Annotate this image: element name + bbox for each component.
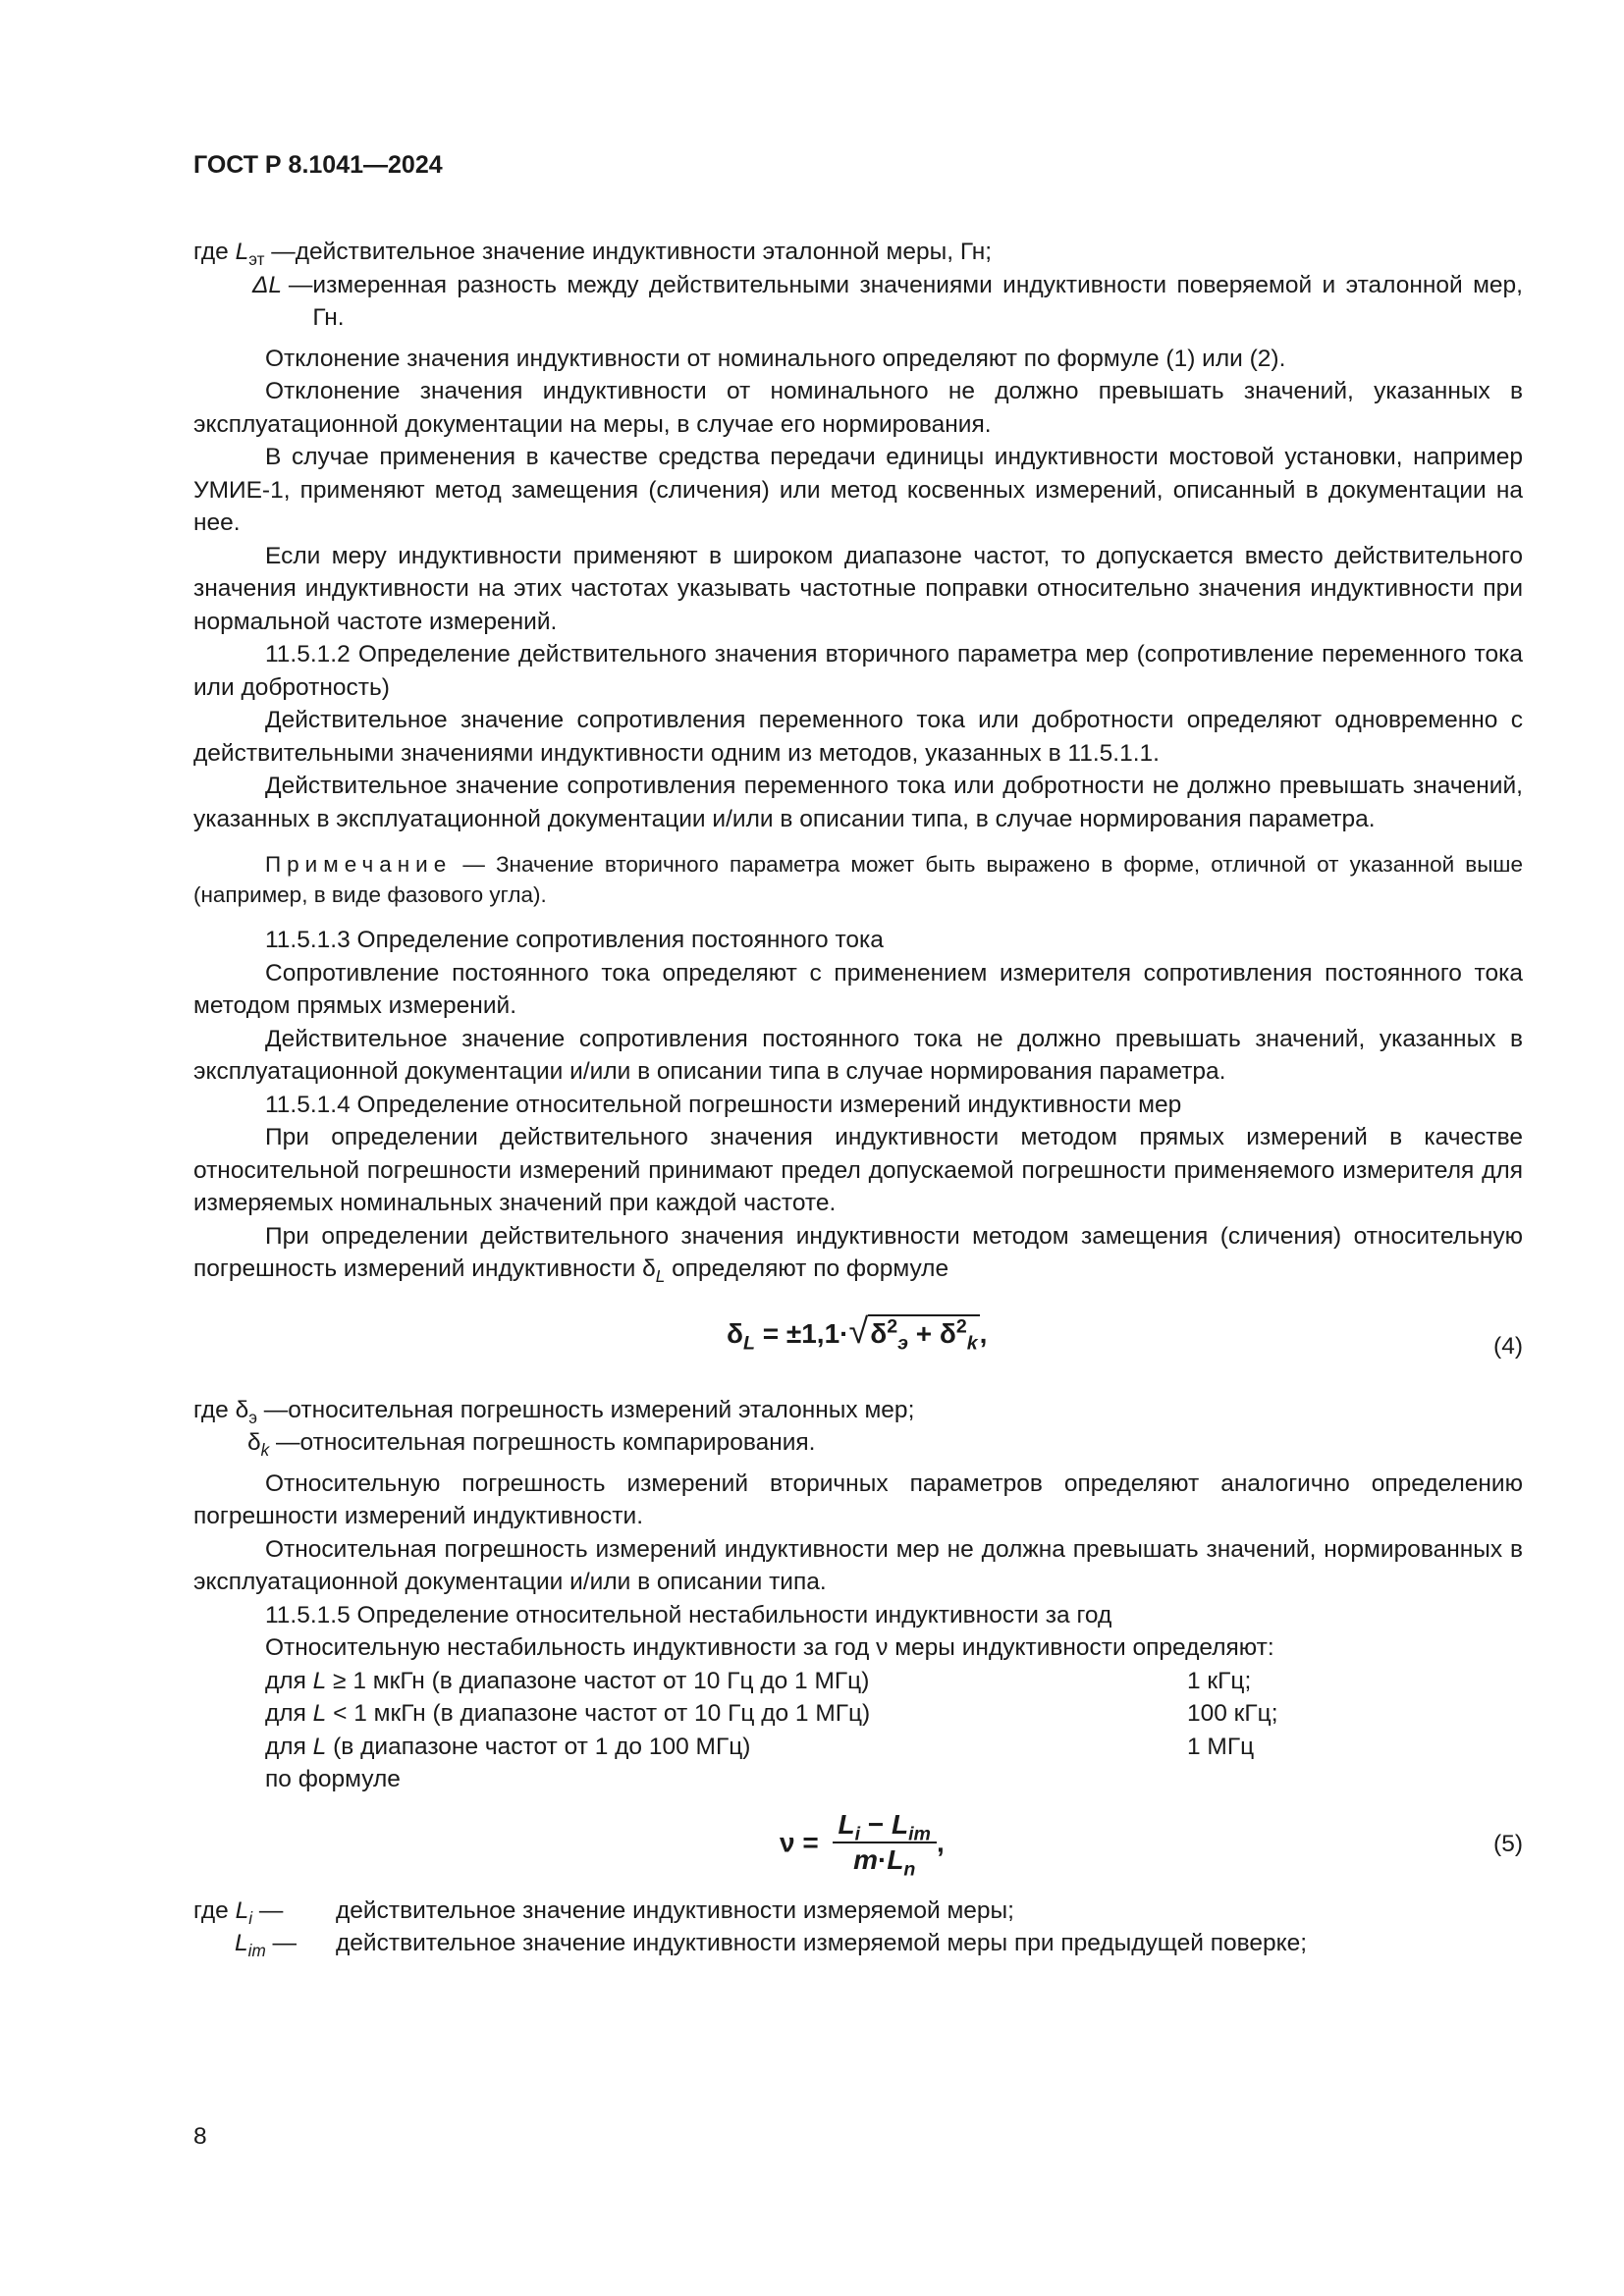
var-sub: L xyxy=(655,1265,666,1286)
where-row-delta-e xyxy=(193,1394,1523,1427)
f4-lhs-sub: L xyxy=(742,1332,755,1355)
document-body xyxy=(193,236,1523,1960)
formula-5 xyxy=(193,1796,1523,1895)
where-definition: действительное значение индуктивности эталонной меры, Гн; xyxy=(295,239,993,265)
paragraph: Относительная погрешность измерений индуктивности мер не должна превышать значений, нормированных в эксплуатационной документации и/или в описании типа. xyxy=(193,1535,1523,1595)
var-l: L xyxy=(312,1667,327,1694)
var-l: L xyxy=(235,1930,248,1956)
f5-den-b: L xyxy=(887,1843,904,1875)
dash: — xyxy=(264,239,296,265)
by-formula-text: по формуле xyxy=(265,1766,401,1792)
dash: — xyxy=(265,1930,298,1956)
paragraph: Действительное значение сопротивления переменного тока или добротности определяют одновременно с действительными значениями индуктивности одним из методов, указанных в 11.5.1.1. xyxy=(193,707,1523,767)
paragraph: Относительную погрешность измерений вторичных параметров определяют аналогично определению погрешности измерений индуктивности. xyxy=(193,1469,1523,1529)
note xyxy=(193,849,1523,910)
text: При определении действительного значения индуктивности методом замещения (сличения) относительную погрешность измерений индуктивности xyxy=(193,1222,1523,1282)
f5-lhs: ν xyxy=(780,1826,795,1857)
where-prefix: где xyxy=(193,1896,236,1924)
where-row-delta-k xyxy=(193,1426,1523,1460)
paragraph: Сопротивление постоянного тока определяют с применением измерителя сопротивления постоянного тока методом прямых измерений. xyxy=(193,959,1523,1019)
text: для xyxy=(265,1667,313,1694)
condition-row xyxy=(193,1731,1523,1764)
by-formula-row xyxy=(193,1763,1523,1796)
var-delta: δ xyxy=(247,1429,261,1456)
f5-num-b-sub: im xyxy=(908,1823,931,1845)
paragraph: Действительное значение сопротивления постоянного тока не должно превышать значений, указанных в эксплуатационной документации и/или в описании типа в случае нормирования параметра. xyxy=(193,1025,1523,1085)
var-l: L xyxy=(312,1733,327,1760)
where-definition: действительное значение индуктивности измеряемой меры; xyxy=(336,1896,1014,1924)
f4-tail: , xyxy=(979,1317,988,1349)
f5-den-a: m xyxy=(853,1843,878,1875)
condition-frequency: 1 МГц xyxy=(1187,1733,1255,1760)
f4-t2-sup: 2 xyxy=(955,1315,967,1338)
formula-4-expression xyxy=(727,1311,987,1354)
text: (в диапазоне частот от 1 до 100 МГц) xyxy=(326,1733,751,1760)
var-l: L xyxy=(312,1700,327,1727)
f5-num-a-sub: i xyxy=(854,1823,861,1845)
where-term xyxy=(193,269,312,302)
note-label: Примечание xyxy=(265,852,453,877)
f4-plus: + xyxy=(907,1317,940,1349)
f4-radicand xyxy=(868,1314,979,1355)
f4-t2-sub: k xyxy=(966,1332,978,1355)
f5-den-b-sub: n xyxy=(903,1858,916,1881)
where-prefix: где xyxy=(193,1396,236,1423)
text: определяют по формуле xyxy=(665,1255,949,1282)
where-prefix: где xyxy=(193,239,236,265)
where-row-li xyxy=(193,1895,1523,1928)
f4-lhs: δ xyxy=(727,1317,743,1349)
where-row-l-et xyxy=(193,236,1523,269)
f5-tail: , xyxy=(936,1826,945,1857)
text: для xyxy=(265,1700,313,1727)
var-delta: δ xyxy=(235,1396,249,1423)
dash: — xyxy=(256,1396,289,1423)
equation-number: (5) xyxy=(1493,1830,1523,1857)
var-sub: эт xyxy=(248,248,265,269)
note-text: — Значение вторичного параметра может быть выражено в форме, отличной от указанной выше (например, в виде фазового угла). xyxy=(193,852,1523,907)
sqrt-icon: √ xyxy=(848,1309,869,1351)
f5-num-a: L xyxy=(838,1808,855,1840)
var-delta-l: ΔL xyxy=(252,271,283,298)
where-definition: действительное значение индуктивности измеряемой меры при предыдущей поверке; xyxy=(336,1930,1308,1956)
page-number: 8 xyxy=(193,2123,207,2150)
text: < 1 мкГн (в диапазоне частот от 10 Гц до 1 МГц) xyxy=(326,1700,871,1727)
where-term xyxy=(193,1895,336,1928)
dash: — xyxy=(252,1896,284,1924)
where-row-delta-l xyxy=(193,269,1523,335)
section-heading: 11.5.1.3 Определение сопротивления постоянного тока xyxy=(265,927,884,953)
where-term xyxy=(193,1927,336,1960)
condition-text xyxy=(265,1731,750,1764)
var-sub: k xyxy=(260,1439,270,1460)
f5-dot: · xyxy=(877,1843,888,1875)
condition-text xyxy=(265,1697,870,1731)
where-definition: относительная погрешность компарирования. xyxy=(299,1429,816,1456)
var-sub: im xyxy=(247,1940,266,1960)
where-term xyxy=(193,1426,300,1460)
section-heading: 11.5.1.2 Определение действительного значения вторичного параметра мер (сопротивление переменного тока или добротность) xyxy=(193,641,1523,701)
formula-5-expression xyxy=(780,1808,945,1881)
f4-t1-sub: э xyxy=(897,1332,908,1355)
f5-fraction xyxy=(833,1808,937,1881)
var-l: L xyxy=(235,1896,249,1924)
f5-num-b: L xyxy=(891,1808,909,1840)
where-term xyxy=(193,1394,288,1427)
var-l: L xyxy=(235,239,249,265)
dash: — xyxy=(269,1429,300,1456)
f4-t1-sup: 2 xyxy=(887,1315,898,1338)
var-delta: δ xyxy=(642,1255,656,1282)
f5-minus: − xyxy=(860,1808,892,1840)
f5-numerator xyxy=(833,1810,937,1843)
paragraph: Действительное значение сопротивления переменного тока или добротности не должно превышать значений, указанных в эксплуатационной документации и/или в описании типа, в случае нормирования параметра. xyxy=(193,773,1523,832)
equation-number: (4) xyxy=(1493,1332,1523,1360)
var-sub: i xyxy=(248,1907,253,1928)
condition-text xyxy=(265,1665,869,1698)
formula-4 xyxy=(193,1286,1523,1394)
text: ≥ 1 мкГн (в диапазоне частот от 10 Гц до 1 МГц) xyxy=(326,1667,870,1694)
f5-denominator xyxy=(853,1843,916,1881)
f4-t2: δ xyxy=(939,1317,956,1349)
paragraph: Если меру индуктивности применяют в широком диапазоне частот, то допускается вместо действительного значения индуктивности на этих частотах указывать частотные поправки относительно значения индуктивности при нормальной частоте измерений. xyxy=(193,542,1523,635)
var-sub: э xyxy=(248,1407,257,1427)
dash: — xyxy=(282,271,313,298)
where-row-lim xyxy=(193,1927,1523,1960)
paragraph: При определении действительного значения индуктивности методом прямых измерений в качестве относительной погрешности измерений принимают предел допускаемой погрешности применяемого измерителя для измеряемых номинальных значений при каждой частоте. xyxy=(193,1124,1523,1216)
paragraph xyxy=(193,1220,1523,1286)
where-term xyxy=(193,236,296,269)
text: для xyxy=(265,1733,313,1760)
f5-eq: = xyxy=(794,1826,827,1857)
where-definition: измеренная разность между действительными значениями индуктивности поверяемой и эталонной мер, Гн. xyxy=(312,271,1523,331)
section-heading: 11.5.1.5 Определение относительной нестабильности индуктивности за год xyxy=(265,1601,1112,1629)
paragraph: Отклонение значения индуктивности от номинального определяют по формуле (1) или (2). xyxy=(265,345,1286,372)
condition-row xyxy=(193,1697,1523,1731)
document-header: ГОСТ Р 8.1041—2024 xyxy=(193,151,443,179)
paragraph: Относительную нестабильность индуктивности за год ν меры индуктивности определяют: xyxy=(265,1634,1274,1661)
f4-eq: = ±1,1· xyxy=(754,1317,849,1349)
condition-frequency: 100 кГц; xyxy=(1187,1700,1278,1727)
section-heading: 11.5.1.4 Определение относительной погрешности измерений индуктивности мер xyxy=(265,1091,1182,1118)
condition-row xyxy=(193,1665,1523,1698)
paragraph: В случае применения в качестве средства передачи единицы индуктивности мостовой установки, например УМИЕ-1, применяют метод замещения (сличения) или метод косвенных измерений, описанный в документации на нее. xyxy=(193,444,1523,536)
where-definition: относительная погрешность измерений эталонных мер; xyxy=(288,1396,915,1423)
paragraph: Отклонение значения индуктивности от номинального не должно превышать значений, указанных в эксплуатационной документации на меры, в случае его нормирования. xyxy=(193,378,1523,438)
condition-frequency: 1 кГц; xyxy=(1187,1667,1252,1694)
f4-t1: δ xyxy=(870,1317,888,1349)
